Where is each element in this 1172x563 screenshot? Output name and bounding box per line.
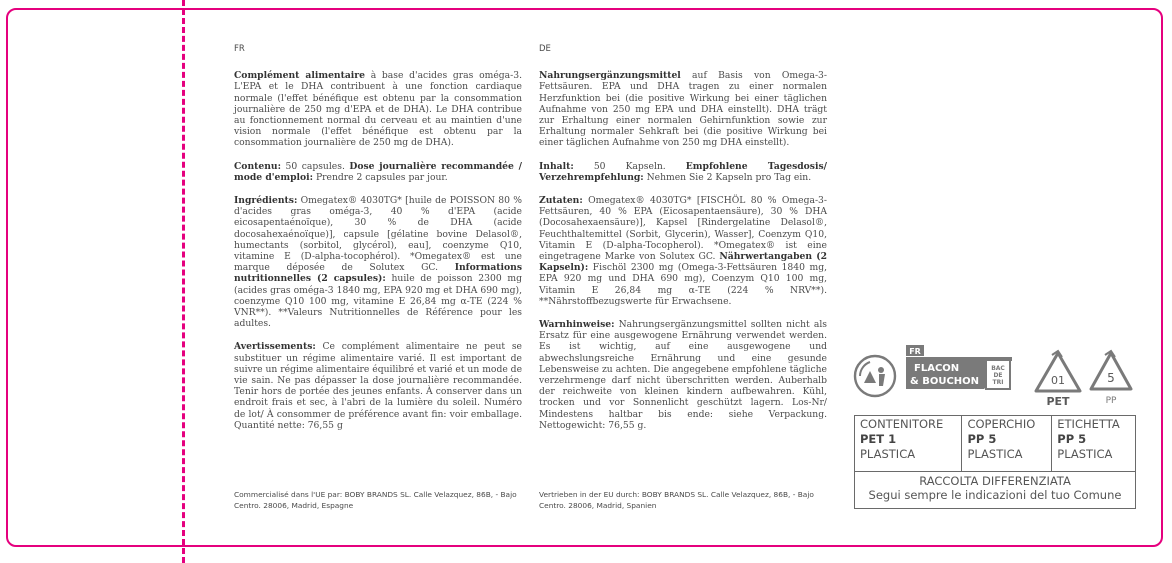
- de-dosage: [539, 161, 827, 183]
- fr-nutrition-text: huile de poisson 2300 mg (acides gras oméga-3 1840 mg, EPA 920 mg et DHA 690 mg), coenzyme Q10 100 mg, vitamine E 26,84 mg α-TE (224 % VNR**). **Valeurs Nutritionnelles de Référence pour les adultes.: [234, 273, 522, 330]
- de-description-bold: Nahrungsergänzungsmittel: [539, 70, 681, 82]
- fr-dose-value: Prendre 2 capsules par jour.: [313, 171, 448, 183]
- svg-text:FLACON: FLACON: [914, 363, 960, 374]
- language-code-fr: FR: [234, 44, 245, 54]
- de-warnings-text: Nahrungsergänzungsmittel sollten nicht als Ersatz für eine ausgewogene Ernährung verwendet werden. Es ist wichtig, auf eine ausgewogene und abwechslungsreiche Ernährung und eine gesunde Lebensweise zu achten. Die angegebene empfohlene tägliche verzehrmenge darf nicht überschritten werden. Auberhalb der reichweite von kleinen kindern aufbewahren. Kühl, trocken und vor Sonnenlicht geschützt lagern. Los-Nr/ Mindestens haltbar bis ende: siehe Verpackung. Nettogewicht: 76,55 g.: [539, 319, 827, 431]
- svg-text:TRI: TRI: [992, 379, 1004, 386]
- de-dose-value: Nehmen Sie 2 Kapseln pro Tag ein.: [643, 171, 812, 183]
- cell-material: PLASTICA: [967, 447, 1023, 461]
- svg-text:01: 01: [1051, 374, 1065, 387]
- lid-cell: [962, 416, 1052, 472]
- svg-text:5: 5: [1107, 371, 1115, 385]
- recycling-footer-row: [855, 471, 1136, 508]
- de-content-label: Inhalt:: [539, 160, 574, 172]
- triman-icon: [852, 353, 898, 399]
- fr-content-value: 50 capsules.: [280, 160, 350, 172]
- recycling-table: [854, 415, 1136, 509]
- separate-collection-title: RACCOLTA DIFFERENZIATA: [919, 473, 1071, 488]
- de-ingredients-text: Omegatex® 4030TG* [FISCHÖL 80 % Omega-3-Fettsäuren, 40 % EPA (Eicosapentaensäure), 30 % DHA (Docosahexaensäure)], Kapsel [Rindergelatine Delasol®, Feuchthaltemittel (Sorbit, Glycerin), Wasser], Coenzym Q10, Vitamin E (D-alpha-Tocopherol). *Omegatex® ist eine eingetragene Marke von Solutex GC.: [539, 195, 827, 263]
- fr-ingredients: [234, 195, 522, 329]
- cut-line: [182, 0, 185, 563]
- fr-ingredients-label: Ingrédients:: [234, 195, 298, 207]
- fr-warnings-text: Ce complément alimentaire ne peut se substituer un régime alimentaire varié. Il est important de suivre un régime alimentaire équilibré et varié et un mode de vie sain. Ne pas dépasser la dose journalière recommandée. Tenir hors de portée des jeunes enfants. À conserver dans un endroit frais et sec, à l'abri de la lumière du soleil. Numéro de lot/ À consommer de préférence avant fin: voir emballage. Quantité nette: 76,55 g: [234, 341, 522, 431]
- flacon-bouchon-icon: [904, 343, 1014, 393]
- svg-text:DE: DE: [993, 372, 1003, 379]
- fr-nutrition-label: Informations nutritionnelles (2 capsules):: [234, 262, 522, 285]
- svg-text:& BOUCHON: & BOUCHON: [910, 376, 980, 387]
- de-nutrition-text: Fischöl 2300 mg (Omega-3-Fettsäuren 1840 mg, EPA 920 mg und DHA 690 mg), Coenzym Q10 100 mg, Vitamin E 26,84 mg α-TE (224 % NRV**). **Nährstoffbezugswerte für Erwachsene.: [539, 262, 827, 307]
- de-warnings-label: Warnhinweise:: [539, 319, 615, 331]
- german-text-column: [539, 44, 827, 443]
- cell-code: PET 1: [860, 432, 897, 446]
- svg-text:PET: PET: [1046, 395, 1070, 408]
- fr-warnings: [234, 341, 522, 431]
- fr-description-bold: Complément alimentaire: [234, 70, 365, 82]
- cell-title: CONTENITORE: [860, 417, 944, 431]
- recycling-icons: [852, 343, 1134, 413]
- cell-code: PP 5: [1057, 432, 1087, 446]
- separate-collection-cell: [855, 471, 1136, 508]
- pp-recycling-icon: [1088, 349, 1134, 411]
- pet-recycling-icon: [1032, 349, 1084, 411]
- fr-warnings-label: Avertissements:: [234, 341, 316, 353]
- svg-text:FR: FR: [909, 347, 921, 356]
- svg-text:BAC: BAC: [991, 365, 1005, 372]
- fr-distributor: Commercialisé dans l'UE par: BOBY BRANDS SL. Calle Velazquez, 86B, - Bajo Centro. 28006, Madrid, Espagne: [234, 490, 517, 510]
- fr-dose-label: Dose journalière recommandée / mode d'emploi:: [234, 160, 522, 183]
- cell-material: PLASTICA: [860, 447, 916, 461]
- cell-code: PP 5: [967, 432, 997, 446]
- separate-collection-text: Segui sempre le indicazioni del tuo Comune: [868, 487, 1122, 502]
- de-description-text: auf Basis von Omega-3-Fettsäuren. EPA und DHA tragen zu einer normalen Herzfunktion bei (die positive Wirkung bei einer täglichen Aufnahme von 250 mg EPA und DHA einstellt). DHA trägt zur Erhaltung einer normalen Gehirnfunktion sowie zur Erhaltung normaler Sehkraft bei (die positive Wirkung bei einer täglichen Aufnahme von 250 mg DHA einstellt).: [539, 70, 827, 149]
- fr-description: [234, 70, 522, 148]
- fr-dosage: [234, 161, 522, 183]
- french-text-column: [234, 44, 522, 443]
- fr-description-text: à base d'acides gras oméga-3. L'EPA et le DHA contribuent à une fonction cardiaque normale (l'effet bénéfique est obtenu par la consommation journalière de 250 mg d'EPA et de DHA). Le DHA contribue au fonctionnement normal du cerveau et au maintien d'une vision normale (l'effet bénéfique est obtenu par la consommation journalière de 250 mg de DHA).: [234, 70, 523, 149]
- container-cell: [855, 416, 962, 472]
- de-nutrition-label: Nährwertangaben (2 Kapseln):: [539, 251, 827, 274]
- cell-title: COPERCHIO: [967, 417, 1036, 431]
- recycling-table-row: [855, 416, 1136, 472]
- fr-content-label: Contenu:: [234, 160, 281, 172]
- language-code-de: DE: [539, 44, 551, 54]
- svg-text:PP: PP: [1105, 396, 1117, 406]
- de-content-value: 50 Kapseln.: [573, 160, 686, 172]
- de-ingredients-label: Zutaten:: [539, 195, 583, 207]
- de-ingredients: [539, 195, 827, 307]
- fr-ingredients-text: Omegatex® 4030TG* [huile de POISSON 80 % d'acides gras oméga-3, 40 % d'EPA (acide eicosapentaénoïque), 30 % de DHA (acide docosahexaénoïque)], capsule [gélatine bovine Delasol®, humectants (sorbitol, glycérol), eau], coenzyme Q10, vitamine E (D-alpha-tocophérol). *Omegatex® est une marque déposée de Solutex GC.: [234, 195, 522, 274]
- cell-title: ETICHETTA: [1057, 417, 1120, 431]
- de-dose-label: Empfohlene Tagesdosis/ Verzehrempfehlung:: [539, 160, 828, 183]
- label-cell: [1052, 416, 1136, 472]
- de-distributor: Vertrieben in der EU durch: BOBY BRANDS SL. Calle Velazquez, 86B, - Bajo Centro. 28006, Madrid, Spanien: [539, 490, 814, 510]
- de-description: [539, 70, 827, 148]
- de-warnings: [539, 319, 827, 431]
- cell-material: PLASTICA: [1057, 447, 1113, 461]
